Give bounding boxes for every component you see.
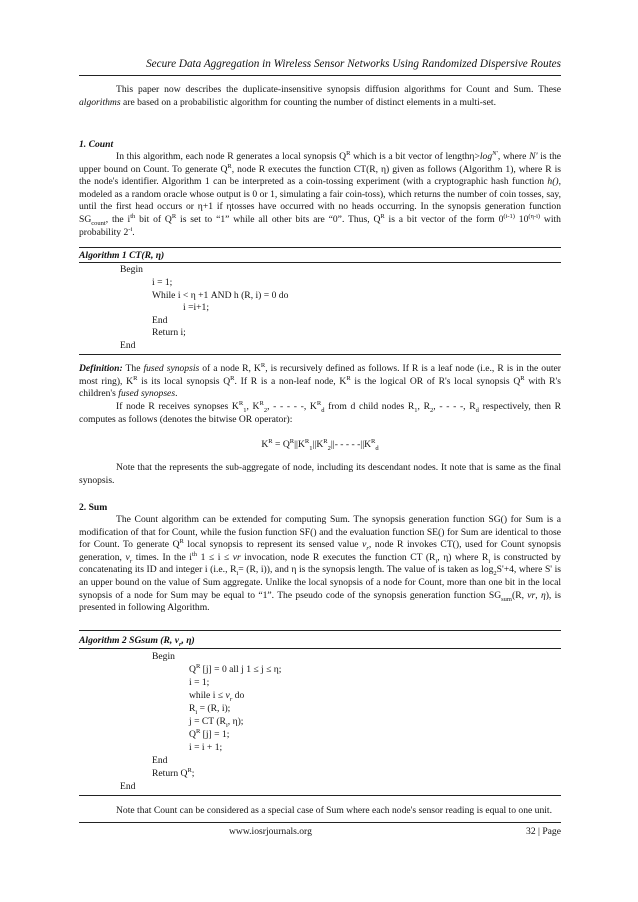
algorithm2-line: Return $Q^R$;	[152, 766, 195, 779]
count-paragraph: In this algorithm, each node R generates a local synopsis $Q^R$ which is a bit vector of $length\eta>\log^{N'}$, where N' is the upper bound on Count. To generate $Q^R$, node R executes the function CT(R, η) given as follows (Algorithm 1), where R is the node's identifier. Algorithm 1 can be interpreted as a coin-tossing experiment (with a cryptographic hash function h(), modeled as a random oracle whose output is 0 or 1, simulating a fair coin-toss), which returns the number of coin tosses, say, until the first head occurs or η+1 if ηtosses have occurred with no heads occurring. In the synopsis generation function $SG_{count}$, the $i^{th}$ bit of $Q^R$ is set to “1” while all other bits are “0”. Thus, $Q^R$ is a bit vector of the form 0$^{(i-1)}$ $10^{(\eta-i)}$ with probability $2^{-i}$.	[79, 149, 562, 238]
algorithm1-bottom-rule	[79, 354, 561, 355]
algorithm1-line: Return i;	[152, 327, 186, 338]
algorithm1-title: Algorithm 1 CT(R, η)	[79, 250, 165, 261]
algorithm2-top-rule	[79, 630, 561, 631]
algorithm2-line: while $i \le v_r$ do	[189, 690, 245, 703]
algorithm2-line: End	[120, 781, 136, 792]
journal-site[interactable]: www.iosrjournals.org	[229, 826, 312, 837]
algorithm2-line: $Q^R$ [j] = 1;	[189, 727, 230, 740]
closing-paragraph: Note that Count can be considered as a special case of Sum where each node's sensor reading is equal to one unit.	[116, 805, 552, 816]
definition-paragraph: Definition: The fused synopsis of a node R, $K^R$, is recursively defined as follows. If R is a leaf node (i.e., R is in the outer most ring), $K^R$ is its local synopsis $Q^R$. If R is a non-leaf node, $K^R$ is the logical OR of R's local synopsis $Q^R$ with R's children's fused synopses.	[79, 361, 561, 400]
header-rule	[79, 75, 561, 76]
page-number: 32 | Page	[526, 826, 561, 837]
footer-rule	[79, 822, 561, 823]
running-header: Secure Data Aggregation in Wireless Sensor Networks Using Randomized Dispersive Routes	[146, 58, 561, 70]
algorithm2-line: $Q^R$ [j] = 0 all j 1 ≤ j ≤ η;	[189, 662, 282, 675]
algorithm2-title: Algorithm 2 SGsum (R, $v_r$, η)	[79, 635, 195, 648]
algorithm2-bottom-rule	[79, 795, 561, 796]
algorithm1-line: End	[152, 315, 168, 326]
algorithm1-line: While i < η +1 AND h (R, i) = 0 do	[152, 290, 289, 301]
algorithm2-line: End	[152, 755, 168, 766]
intro-paragraph: This paper now describes the duplicate-insensitive synopsis diffusion algorithms for Count and Sum. These algorithms are based on a probabilistic algorithm for counting the number of distinct elements in a multi-set.	[79, 84, 561, 108]
definition-note: Note that the represents the sub-aggregate of node, including its descendant nodes. It note that is same as the final synopsis.	[79, 462, 561, 486]
algorithm1-line: Begin	[120, 264, 143, 275]
algorithm1-line: i =i+1;	[183, 302, 210, 313]
algorithm2-line: $R_i = (R$, i);	[189, 703, 231, 716]
algorithm2-title-rule	[79, 648, 561, 649]
algorithm2-line: Begin	[152, 651, 175, 662]
algorithm2-line: j = CT ($R_i$, η);	[189, 716, 244, 729]
algorithm1-line: End	[120, 340, 136, 351]
definition-paragraph-2: If node R receives synopses $K^R_1$, $K^R_2$, - - - - -, $K^R_d$ from d child nodes $R_1$, $R_2$, - - - -, $R_d$ respectively, then R computes as follows (denotes the bitwise OR operator):	[79, 399, 561, 425]
algorithm1-line: i = 1;	[152, 277, 173, 288]
algorithm2-line: i = i + 1;	[189, 742, 223, 753]
algorithm2-line: i = 1;	[189, 677, 210, 688]
sum-paragraph: The Count algorithm can be extended for computing Sum. The synopsis generation function SG() for Sum is a modification of that for Count, while the fusion function SF() and the evaluation function SE() for Sum are identical to those for Count. To generate $Q^R$ local synopsis to represent its sensed value $v_r$, node R invokes CT(), used for Count synopsis generation, $v_r$ times. In the $i^{th}$ 1 ≤ i ≤ vr invocation, node R executes the function CT ($R_i$, η) where $R_i$ is constructed by concatenating its ID and integer i (i.e., $R_i= (R$, i)), and η is the synopsis length. The value of is taken as $\log_2S'+4$, where S' is an upper bound on the value of Sum aggregate. Unlike the local synopsis of a node for Count, more than one bit in the local synopsis of a node for Sum may be equal to “1”. The pseudo code of the synopsis generation function $SG_{sum}(R$, vr, η), is presented in following Algorithm.	[79, 514, 562, 614]
count-heading: 1. Count	[79, 139, 114, 150]
fused-synopsis-equation: $K^R = Q^R||K^R_1||K^R_2||-$ - - - $-||K^R_d$	[261, 437, 379, 452]
sum-heading: 2. Sum	[79, 502, 108, 513]
algorithm1-top-rule	[79, 247, 561, 248]
algorithm1-title-rule	[79, 262, 561, 263]
